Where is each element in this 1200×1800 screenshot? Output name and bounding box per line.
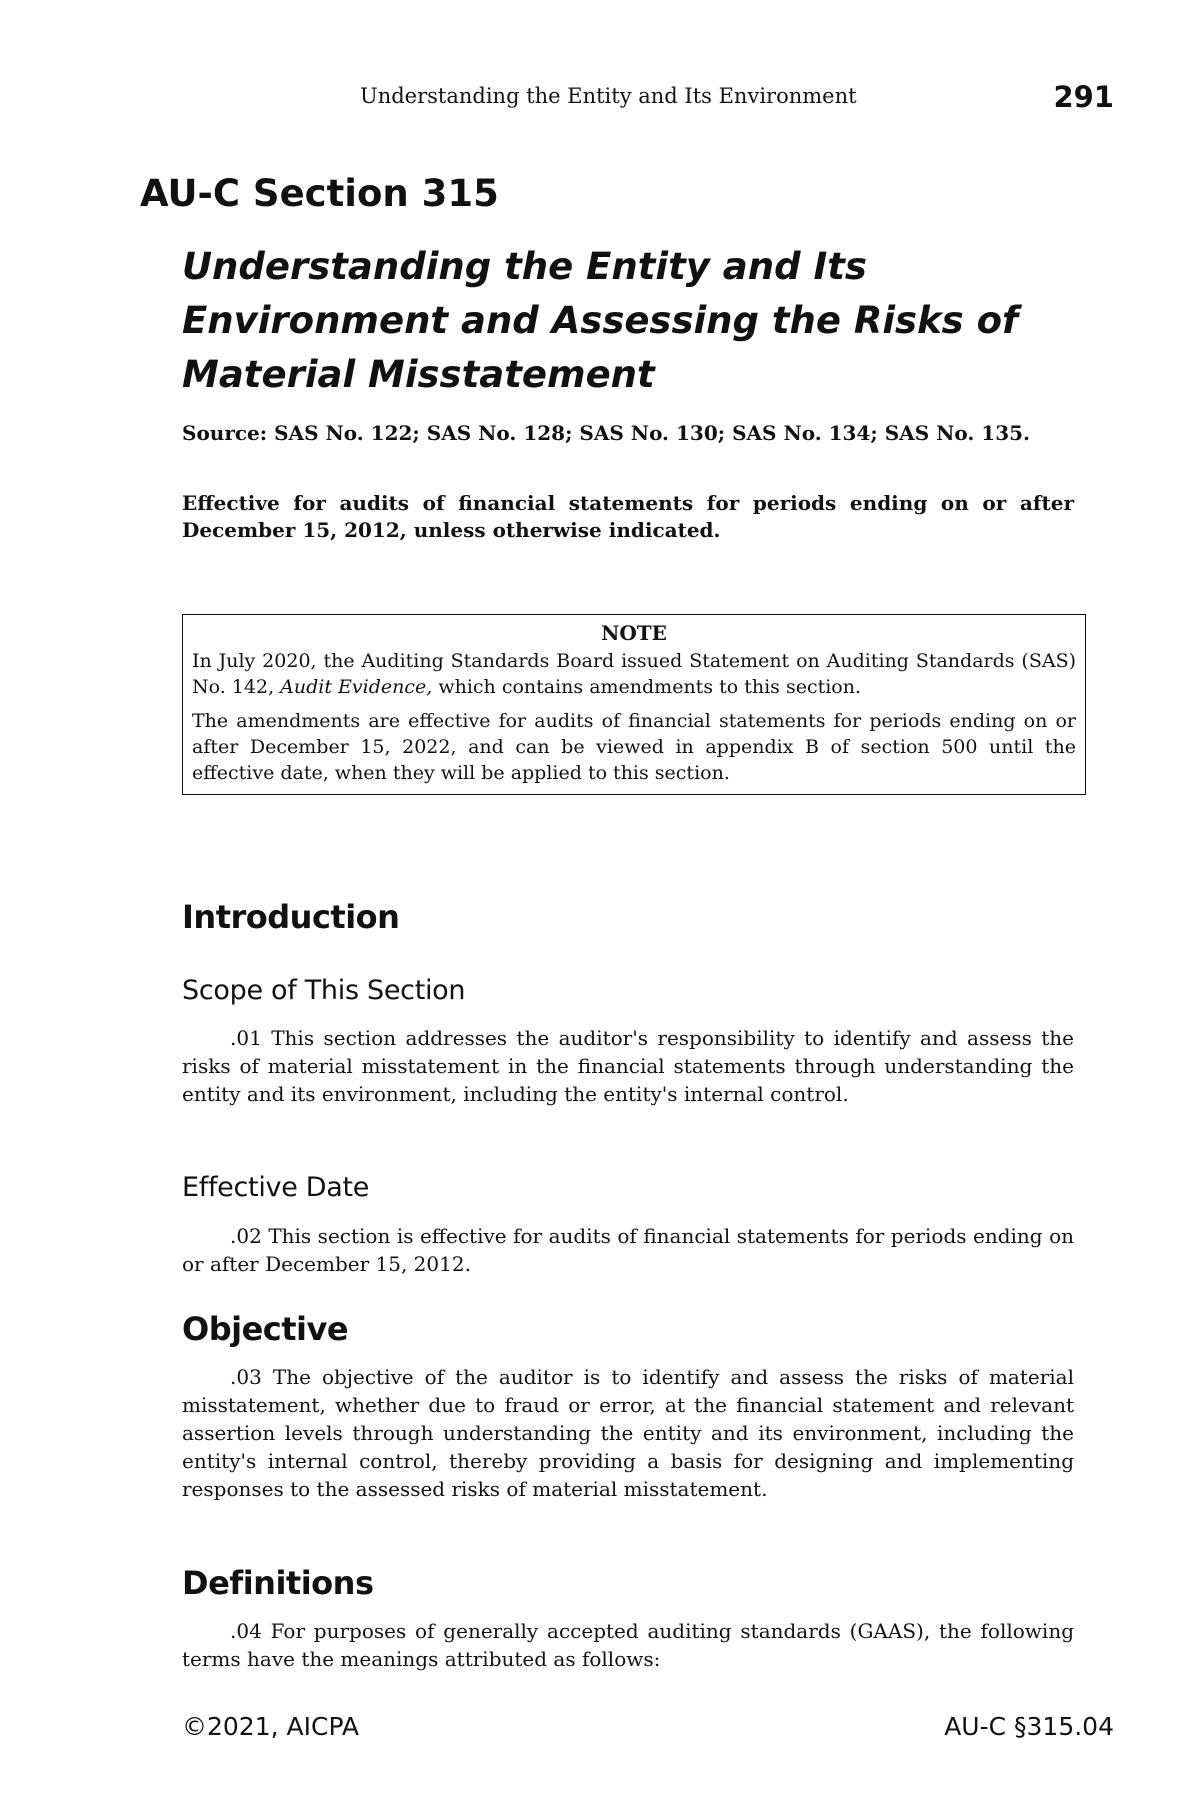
running-header [0,80,1200,116]
objective-heading: Objective [182,1310,349,1348]
scope-heading: Scope of This Section [182,975,466,1006]
note-italic-title: Audit Evidence, [280,676,433,698]
paragraph-04 [182,1617,1074,1673]
paragraph-number: .03 [230,1365,262,1389]
paragraph-number: .02 [230,1224,262,1248]
paragraph-text: This section is effective for audits of financial statements for periods ending on or after December 15, 2012. [182,1224,1075,1276]
note-box [182,614,1086,795]
effective-block [182,490,1074,544]
page-number: 291 [1053,80,1114,114]
section-label: AU-C Section 315 [140,172,499,215]
paragraph-text: The objective of the auditor is to identify and assess the risks of material misstatement, whether due to fraud or error, at the financial statement and relevant assertion levels through understanding the entity and its environment, including the entity's internal control, thereby providing a basis for designing and implementing responses to the assessed risks of material misstatement. [182,1365,1074,1501]
paragraph-text: This section addresses the auditor's responsibility to identify and assess the risks of material misstatement in the financial statements through understanding the entity and its environment, including the entity's internal control. [182,1026,1075,1106]
running-title: Understanding the Entity and Its Environment [360,84,857,108]
note-text: which contains amendments to this section. [432,676,862,698]
note-paragraph-1 [192,648,1076,700]
paragraph-number: .01 [230,1026,262,1050]
introduction-heading: Introduction [182,898,400,936]
definitions-heading: Definitions [182,1564,374,1602]
document-title: Understanding the Entity and Its Environment and Assessing the Risks of Material Misstatement [182,245,1019,396]
paragraph-02 [182,1222,1074,1278]
paragraph-number: .04 [230,1619,262,1643]
source-text: Source: SAS No. 122; SAS No. 128; SAS No. 130; SAS No. 134; SAS No. 135. [182,421,1031,445]
footer-copyright: ©2021, AICPA [182,1712,360,1741]
paragraph-text: For purposes of generally accepted auditing standards (GAAS), the following terms have the meanings attributed as follows: [182,1619,1075,1671]
paragraph-01 [182,1024,1074,1108]
note-text: In July 2020, the Auditing Standards Board issued Statement on Auditing Standards (SAS) No. 142, [192,650,1076,698]
effective-statement: Effective for audits of financial statements for periods ending on or after December 15, 2012, unless otherwise indicated. [182,491,1074,542]
note-heading: NOTE [601,621,667,645]
note-paragraph-2: The amendments are effective for audits of financial statements for periods ending on or after December 15, 2022, and can be viewed in appendix B of section 500 until the effective date, when they will be applied to this section. [192,710,1076,784]
effective-date-heading: Effective Date [182,1172,370,1203]
source-block [182,420,1074,447]
footer-section-reference: AU-C §315.04 [944,1712,1114,1741]
paragraph-03 [182,1363,1074,1503]
